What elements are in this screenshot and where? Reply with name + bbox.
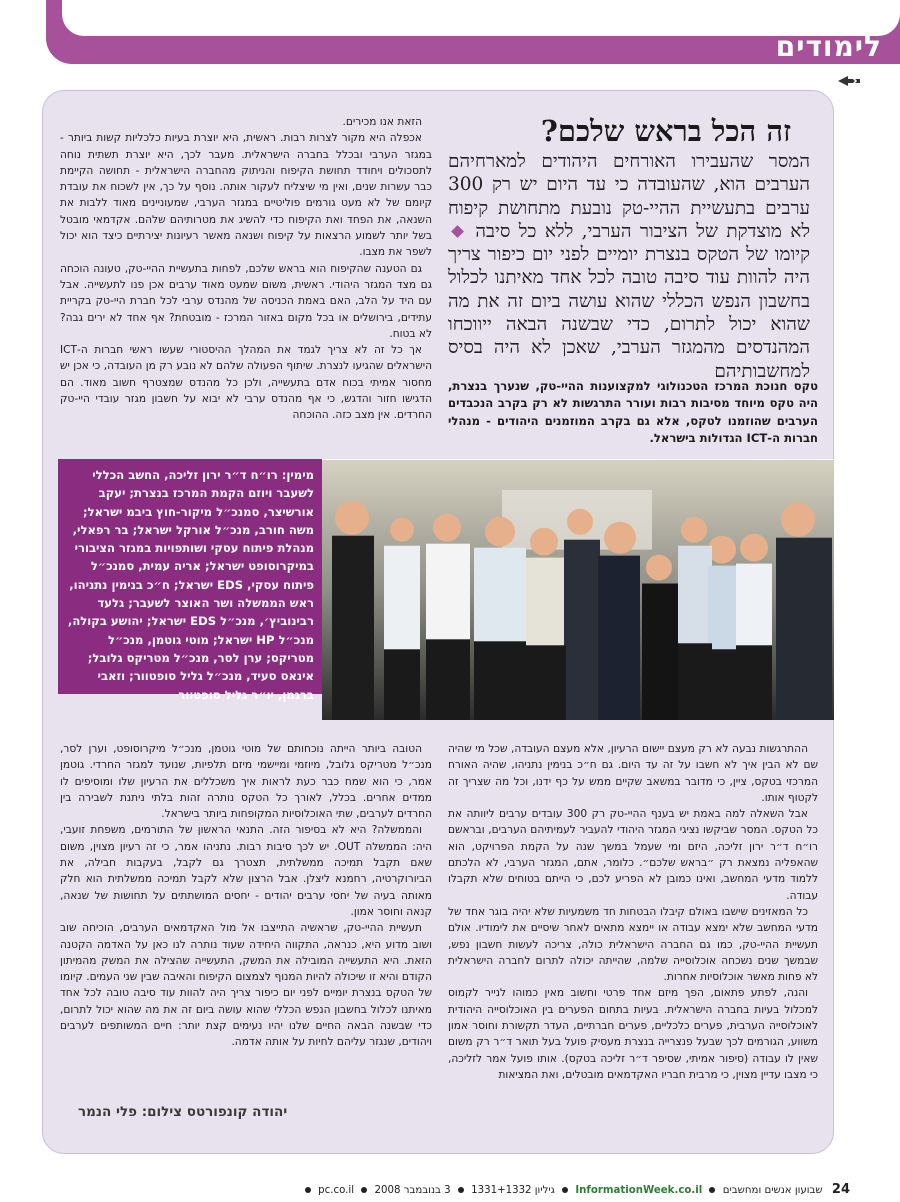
double-chevron-arrow-icon <box>836 74 862 88</box>
lead-part-b: קיומו של הטקס בנצרת יומיים לפני יום כיפור צריך היה להוות עוד סיבה טובה לכל אחד מאיתנו לכלול בחשבון הנפש הכללי שהוא עושה ביום זה את מה שהוא יכול לתרום, כדי שבשנה הבאה ייווכחו המהנדסים מהמגזר הערבי, שאכן לא היה בסיס למחשבותיהם <box>448 244 810 382</box>
page-number: 24 <box>831 1182 850 1197</box>
lead-part-a: המסר שהעבירו האורחים היהודים למארחיהם הערבים הוא, שהעובדה כי עד היום יש רק 300 ערבים בתעשיית ההיי-טק נובעת מתחושת קיפוח לא מוצדקת של הציבור הערבי, ללא כל סיבה <box>448 151 810 242</box>
bullet-icon <box>361 1187 367 1193</box>
paragraph: והנה, לפתע פתאום, הפך מיזם אחד פרטי וחשוב מאין כמוהו לנייר לקמוס למכלול בעיות בחברה הישראלית. בעיות בתחום הפערים בין האוכלוסייה היהודית לאוכלוסייה הערבית, פערים כלכליים, פערים חברתיים, העדר תקשורת וחוסר אמון משווע, הגורמים לכך שבעל פנצרייה בנצרת מעסיק פועל בעל תואר ד״ר רק משום שאין לו עבודה (סיפור אמיתי, שסיפר ד״ר זליכה בטקס). אותו פועל אמר לזליכה, כי מצבו עדיין מצוין, כי מרבית חבריו האקדמאים מובטלים, ואת המציאות <box>448 987 818 1081</box>
photo-caption: מימין: רו״ח ד״ר ירון זליכה, החשב הכללי לשעבר ויוזם הקמת המרכז בנצרת; יעקב אורשיצר, סמנכ״ל מיקור-חוץ ביבמ ישראל; משה חורב, מנכ״ל אורקל ישראל; בר רפאלי, מנהלת פיתוח עסקי ושותפויות במגזר הציבורי במיקרוסופט ישראל; אריה עמית, סמנכ״ל פיתוח עסקי, EDS ישראל; ח״כ בנימין נתניהו, ראש הממשלה ושר האוצר לשעבר; גלעד רבינוביץ׳, מנכ״ל EDS ישראל; יהושע בקולה, מנכ״ל HP ישראל; מוטי גוטמן, מנכ״ל מטריקס; ערן לסר, מנכ״ל מטריקס גלובל; אינאס סעיד, מנכ״ל גליל סופטוור; וזאבי ברגמן, יו״ר גליל סופטוור <box>58 459 322 694</box>
bullet-icon <box>458 1187 464 1193</box>
article-intro: טקס חנוכת המרכז הטכנולוגי למקצוענות ההיי-טק, שנערך בנצרת, היה טקס מיוחד מסיבות רבות ועורר התרגשות לא רק בקרב הנכבדים הערבים שהוזמנו לטקס, אלא גם בקרב המוזמנים היהודים - מנהלי חברות ה-ICT הגדולות בישראל. <box>448 379 818 446</box>
paragraph: אך כל זה לא צריך לגמד את המהלך ההיסטורי שעשו ראשי חברות ה-ICT הישראלים שהגיעו לנצרת. שיתוף הפעולה שלהם לא נובע רק מן העובדה, כי אכן יש מחסור אמיתי בכוח אדם בתעשייה, ולכן כל מהנדס שמצטרף חשוב מאוד. הם הדגישו חזור והדגש, כי אף מהנדס ערבי לא יבוא על חשבון מגזר עובדי היי-טק החרדים. אין מצב כזה. ההוכחה <box>60 344 432 422</box>
lower-right-column <box>448 741 818 1083</box>
lower-left-column <box>60 741 432 1051</box>
upper-left-column <box>60 114 432 424</box>
article-headline: זה הכל בראש שלכם? <box>540 114 792 148</box>
issue-date: 3 בנובמבר 2008 <box>374 1185 451 1196</box>
issue-number: גיליון 1331+1332 <box>471 1185 555 1196</box>
paragraph: אבל השאלה למה באמת יש בענף ההיי-טק רק 300 עובדים ערבים ליוותה את כל הטקס. המסר שביקשו נציגי המגזר היהודי להעביר לעמיתיהם הערבים, ובראשם רו״ח ד״ר ירון זליכה, היזם ומי שעמל במשך שנה על הקמת הפרויקט, הוא שהאפליה נמצאת רק ״בראש שלכם״. כלומר, אתם, המגזר הערבי, לא הלכתם ללמוד מדעי המחשב, ואינו כמובן לא הפריע לכם, כי הייתם בטוחים שלא תקבלו עבודה. <box>448 808 818 902</box>
photo-credit: יהודה קונפורטס צילום: פלי הנמר <box>78 1104 288 1120</box>
paragraph: ההתרגשות נבעה לא רק מעצם יישום הרעיון, אלא מעצם העובדה, שכל מי שהיה שם לא הבין איך לא חשבו על זה עד היום. גם ח״כ בנימין נתניהו, שהיה האורח המרכזי בטקס, ציין, כי מדובר במשאב שקיים ממש על כף ידנו, וכל מה שצריך זה לקטוף אותו. <box>448 743 818 804</box>
group-photo <box>322 459 834 720</box>
article-lead <box>448 150 810 383</box>
paragraph: הטובה ביותר הייתה נוכחותם של מוטי גוטמן, מנכ״ל מיקרוסופט, וערן לסר, מנכ״ל מטריקס גלובל, מיוזמי ומיישמי מיזם תלפיות, שנועד למגזר החרדי. גוטמן אמר, כי הוא שמח כבר כעת לראות איך משכללים את הרעיון שלו ומוסיפים לו ממדים אחרים. בכלל, לאורך כל הטקס נותרה זהות בלתי ניתנת לשבירה בין החרדים לערבים, שתי האוכלוסיות המקופחות ביותר בישראל. <box>60 743 432 821</box>
section-title: לימודים <box>775 30 882 63</box>
site-link[interactable]: InformationWeek.co.il <box>575 1185 703 1196</box>
paragraph: והממשלה? היא לא בסיפור הזה. התנאי הראשון של התורמים, משפחת זועבי, היה: הממשלה OUT. יש לכך סיבות רבות. נתניהו אמר, כי זה רעיון מצוין, משום שאם תקבל תמיכה ממשלתית, תצטרך גם לקבל, בעקבות חבילה, את הביורוקרטיה, רחמנא ליצלן. אבל הרצון שלא לקבל תמיכה ממשלתית הוא חלק מאותה בעיה של יחסי ערבים יהודים - יחסים המושתתים על תחושות של שנאה, קנאה וחוסר אמון. <box>60 824 432 918</box>
diamond-icon <box>451 226 464 239</box>
publication-name: שבועון אנשים ומחשבים <box>722 1185 823 1196</box>
paragraph: גם הטענה שהקיפוח הוא בראש שלכם, לפחות בתעשיית ההיי-טק, טעונה הוכחה גם מצד המגזר היהודי. ראשית, משום שמעט מאוד ערבים אכן פנו לתעשייה. אבל עם היד על הלב, האם באמת הכניסה של מהנדס ערבי לכל חברת היי-טק בקריית עתידים, בירושלים או בכל מקום באזור המרכז - מובטחת? אף אחד לא ירים גבה? לא בטוח. <box>60 262 432 340</box>
site-link-2[interactable]: pc.co.il <box>318 1185 355 1196</box>
bullet-icon <box>562 1187 568 1193</box>
header-cutout <box>62 0 900 36</box>
paragraph: הזאת אנו מכירים. <box>342 116 422 128</box>
paragraph: תעשיית ההיי-טק, שראשיה התייצבו אל מול האקדמאים הערבים, הוכיחה שוב ושוב מדוע היא, כנראה, התקווה היחידה שעוד נותרה לנו כאן על האדמה הקטנה הזאת. היא התעשייה המובילה את המשק, התעשייה שהצילה את המשק מהמיתון הקודם והיא זו שיכולה להיות המנוף לצמצום הקיפוח והאיבה שבין שני העמים. קיומו של הטקס בנצרת יומיים לפני יום כיפור צריך היה להוות עוד סיבה טובה לכל אחד מאיתנו לכלול בחשבון הנפש הכללי שהוא עושה ביום זה את מה שהוא יכול לתרום, כדי שבשנה הבאה החיים שלנו יהיו נעימים קצת יותר: חיים המשותפים לערבים ויהודים, שנגזר עליהם לחיות על אותה אדמה. <box>60 922 432 1049</box>
bullet-icon <box>305 1187 311 1193</box>
paragraph: כל המאזינים שישבו באולם קיבלו הבטחות חד משמעיות שלא יהיה בוגר אחד של מדעי המחשב שלא ימצא עבודה או יימצא מתאים לאחר שיסיים את לימודיו. אולם תעשיית ההיי-טק, כמו גם החברה הישראלית כולה, צריכה לעשות חשבון נפש, שבמשך שנים נשכחה אוכלוסייה שלמה, שהייתה יכולה לתרום לחברה הישראלית לא פחות מאשר אוכלוסיות אחרות. <box>448 905 818 984</box>
paragraph: אכפלה היא מקור לצרות רבות. ראשית, היא יוצרת בעיות כלכליות קשות ביותר - במגזר הערבי ובכלל בחברה הישראלית. מעבר לכך, היא יוצרת תשתית נוחה לתסכולים ויחודד תחושת הקיפוח והניתוק מהחברה הישראלית - תחושה הקיימת כבר עשרות שנים, ואין מי שיצליח לעקור אותה. נוסף על כך, אין לשכוח את עובדת קיומם של לא מעט גורמים פוליטיים במגזר הערבי, שמעוניינים מאוד ללבות את השנאה, את הפחד ואת הקיפוח כדי להשיג את מטרותיהם שלהם. אקדמאי מובטל בשל יותר לשמוע הרצאות על קיפוח ושנאה מאשר רעיונות יצירתיים כיצד הוא יכול לשפר את מצבו. <box>60 132 432 259</box>
bullet-icon <box>709 1187 715 1193</box>
page-footer <box>301 1180 850 1200</box>
